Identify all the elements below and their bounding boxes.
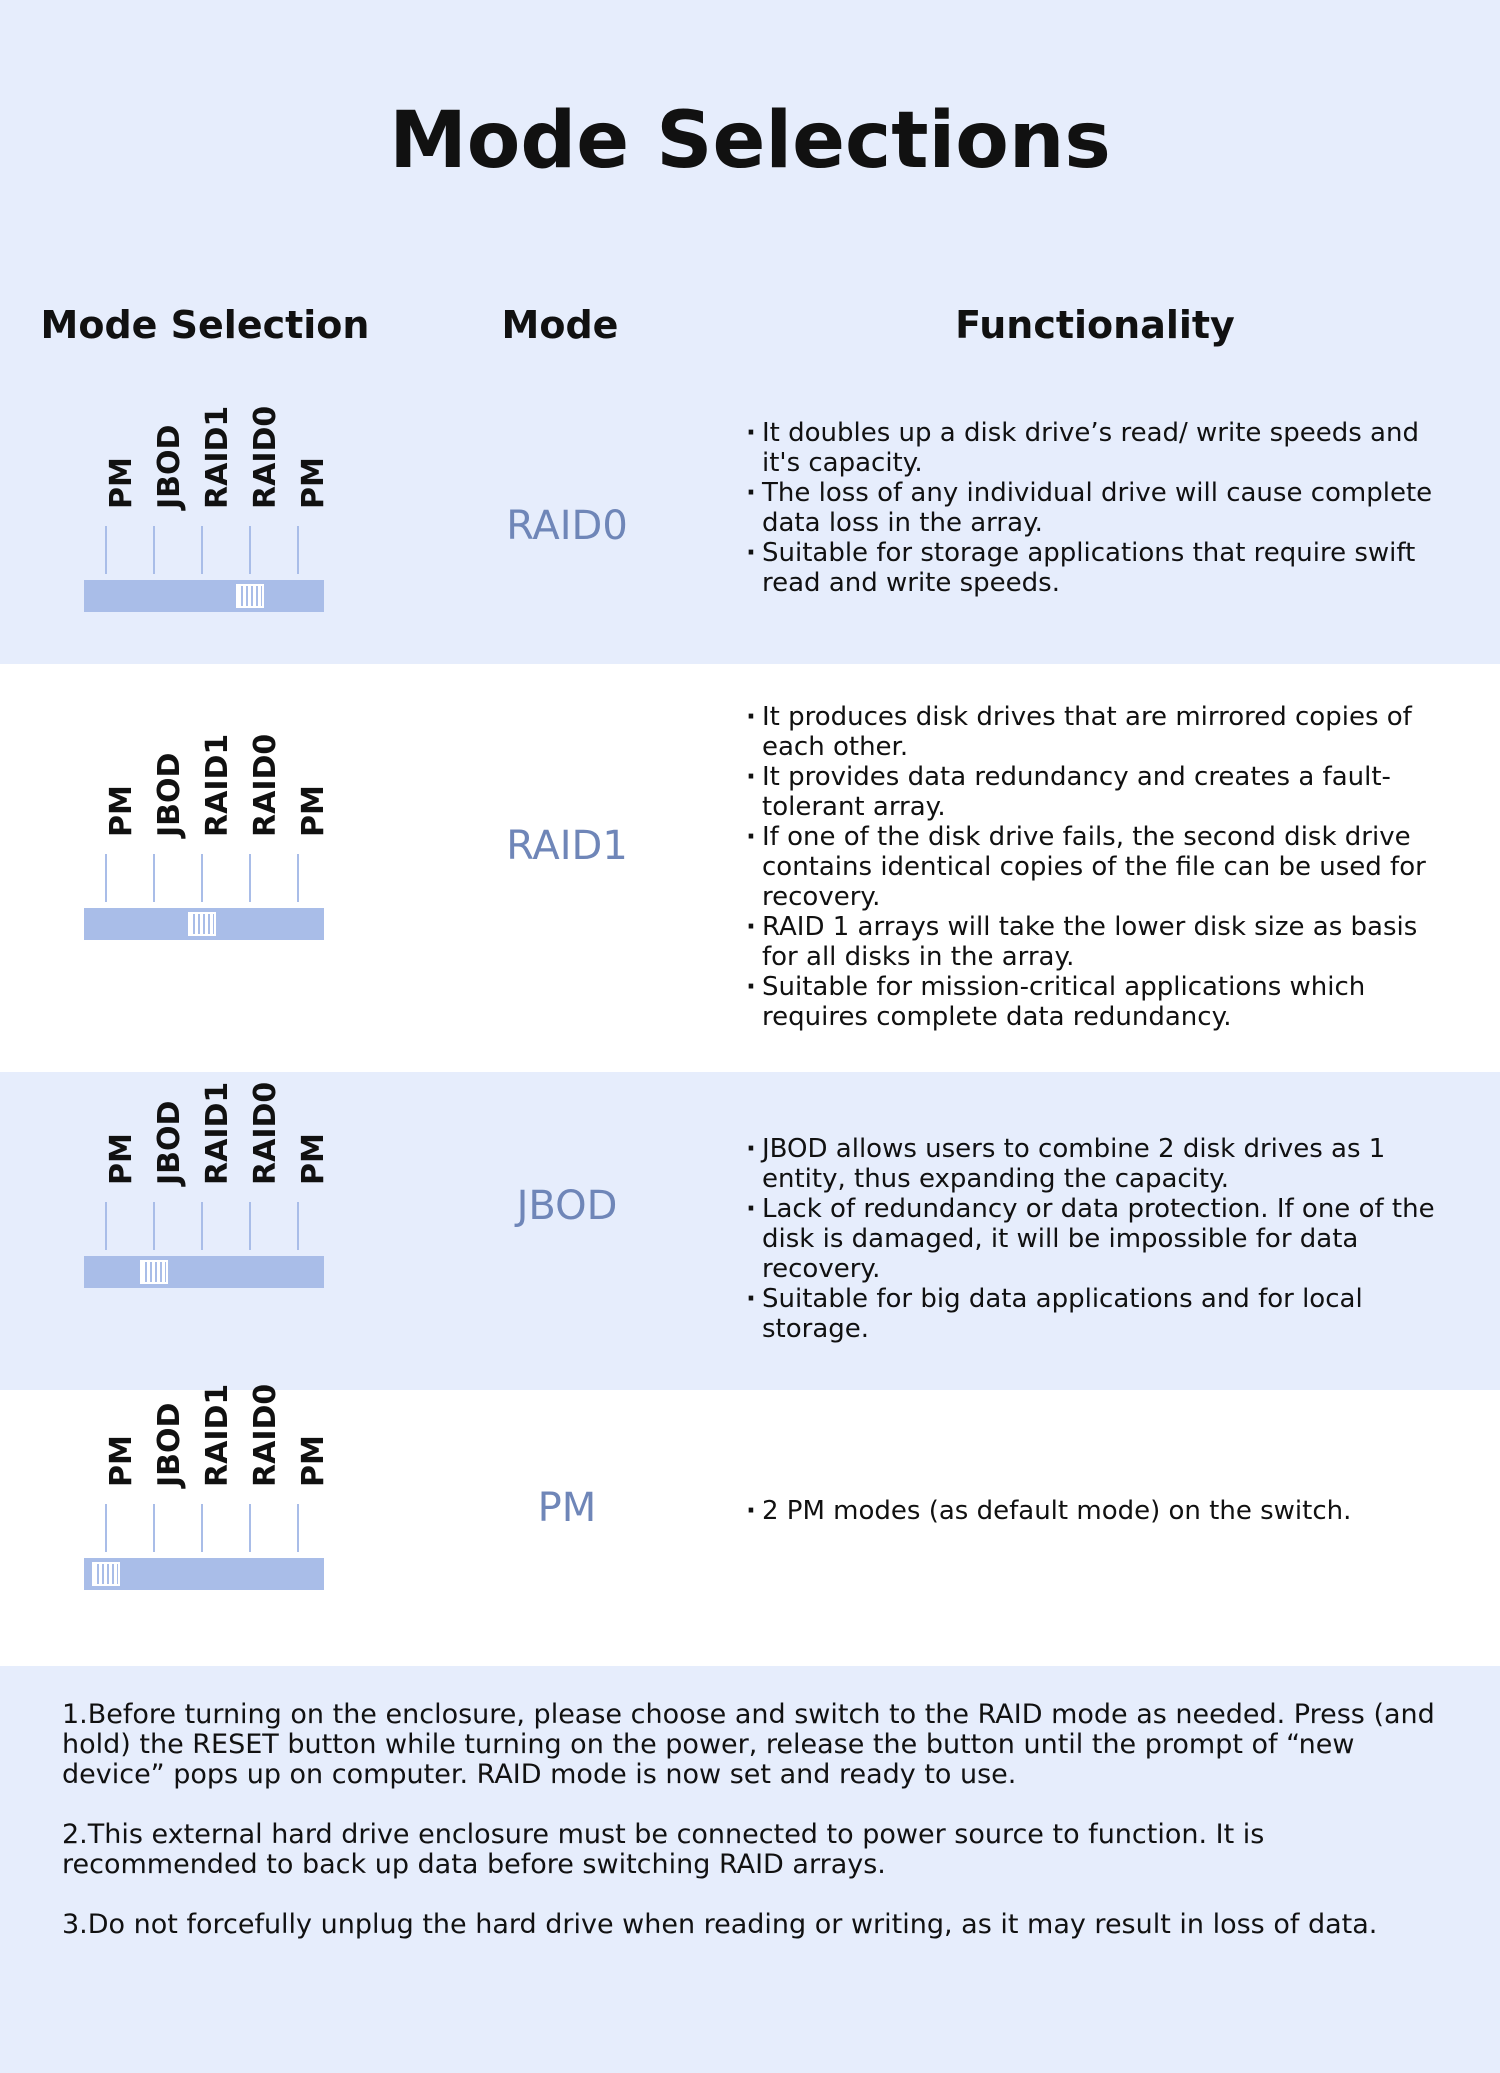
switch-tick [297,526,299,574]
switch-tick [297,1202,299,1250]
switch-label-text: PM [104,457,139,509]
switch-label [230,733,283,854]
switch-label [278,734,331,854]
switch-tick [201,1202,203,1250]
switch-tick [297,854,299,902]
mode-switch-raid0 [84,405,331,612]
switch-label [230,405,283,526]
switch-knob-icon [188,912,216,936]
functionality-point: · It doubles up a disk drive’s read/ write speeds and it's capacity. [748,418,1448,478]
switch-tick [249,1202,251,1250]
switch-tick [201,854,203,902]
switch-label [182,1383,235,1504]
switch-label [86,1082,139,1202]
mode-name-pm: PM [537,1485,597,1531]
switch-label [86,406,139,526]
mode-name-raid1: RAID1 [506,823,628,869]
switch-tick [153,854,155,902]
switch-label-text: PM [296,1133,331,1185]
switch-tick [105,526,107,574]
switch-label-text: PM [104,785,139,837]
switch-label [230,1081,283,1202]
switch-track [84,580,324,612]
switch-label [278,1082,331,1202]
switch-tick [201,526,203,574]
switch-tick [153,526,155,574]
switch-tick [153,1504,155,1552]
switch-label-text: PM [104,1133,139,1185]
switch-tick [201,1504,203,1552]
functionality-point: · It provides data redundancy and creates a fault-tolerant array. [748,762,1448,822]
note-item: 3.Do not forcefully unplug the hard drive when reading or writing, as it may result in loss of data. [62,1909,1378,1940]
switch-tick [105,854,107,902]
switch-label-text: RAID0 [248,1383,283,1487]
switch-label [230,1383,283,1504]
switch-label-text: RAID1 [200,405,235,509]
switch-label [182,1081,235,1202]
switch-label [86,734,139,854]
functionality-point: · Lack of redundancy or data protection. If one of the disk is damaged, it will be impossible for data recovery. [748,1194,1448,1284]
switch-label [134,1082,187,1202]
switch-label-text: PM [296,457,331,509]
switch-tick [249,526,251,574]
switch-tick [105,1504,107,1552]
functionality-point: · It produces disk drives that are mirrored copies of each other. [748,702,1448,762]
switch-label-text: PM [104,1435,139,1487]
switch-tick [249,1504,251,1552]
mode-switch-raid1 [84,733,331,940]
switch-label [278,406,331,526]
switch-label [182,733,235,854]
switch-label-text: RAID0 [248,733,283,837]
switch-label-text: RAID1 [200,1081,235,1185]
functionality-point: · Suitable for storage applications that require swift read and write speeds. [748,538,1448,598]
switch-label-text: RAID1 [200,1383,235,1487]
functionality-point: · 2 PM modes (as default mode) on the switch. [748,1496,1448,1526]
functionality-point: · RAID 1 arrays will take the lower disk size as basis for all disks in the array. [748,912,1448,972]
functionality-point: · Suitable for mission-critical applications which requires complete data redundancy. [748,972,1448,1032]
functionality-point: · The loss of any individual drive will cause complete data loss in the array. [748,478,1448,538]
switch-knob-icon [140,1260,168,1284]
mode-switch-jbod [84,1081,331,1288]
switch-label-text: JBOD [152,1402,187,1487]
page-title: Mode Selections [389,96,1111,186]
switch-label [86,1384,139,1504]
functionality-list-pm [748,1496,1448,1526]
note-item: 1.Before turning on the enclosure, please choose and switch to the RAID mode as needed. Press (and hold) the RESET button while turning on the power, release the button until the prompt of “new device” pops up on computer. RAID mode is now set and ready to use. [62,1699,1435,1790]
switch-label-text: PM [296,1435,331,1487]
switch-label-text: JBOD [152,752,187,837]
functionality-list-raid1 [748,702,1448,1032]
functionality-list-raid0 [748,418,1448,598]
switch-knob-icon [236,584,264,608]
functionality-point: · If one of the disk drive fails, the second disk drive contains identical copies of the file can be used for recovery. [748,822,1448,912]
header-mode: Mode [501,303,619,347]
switch-tick [297,1504,299,1552]
switch-tick [153,1202,155,1250]
switch-label [134,1384,187,1504]
header-mode-selection: Mode Selection [40,303,370,347]
mode-name-jbod: JBOD [516,1183,618,1229]
notes-section [62,1700,1462,1970]
switch-label [182,405,235,526]
switch-knob-icon [92,1562,120,1586]
switch-label-text: PM [296,785,331,837]
switch-label-text: JBOD [152,1100,187,1185]
switch-label [134,734,187,854]
switch-label [134,406,187,526]
functionality-point: · Suitable for big data applications and for local storage. [748,1284,1448,1344]
switch-track [84,1256,324,1288]
mode-name-raid0: RAID0 [506,503,628,549]
switch-label-text: RAID0 [248,1081,283,1185]
mode-switch-pm [84,1383,331,1590]
switch-tick [249,854,251,902]
switch-label-text: RAID0 [248,405,283,509]
switch-label-text: RAID1 [200,733,235,837]
note-item: 2.This external hard drive enclosure must be connected to power source to function. It is recommended to back up data before switching RAID arrays. [62,1819,1265,1880]
switch-track [84,1558,324,1590]
switch-label [278,1384,331,1504]
functionality-point: · JBOD allows users to combine 2 disk drives as 1 entity, thus expanding the capacity. [748,1134,1448,1194]
switch-label-text: JBOD [152,424,187,509]
functionality-list-jbod [748,1134,1448,1344]
switch-tick [105,1202,107,1250]
header-functionality: Functionality [955,303,1235,347]
